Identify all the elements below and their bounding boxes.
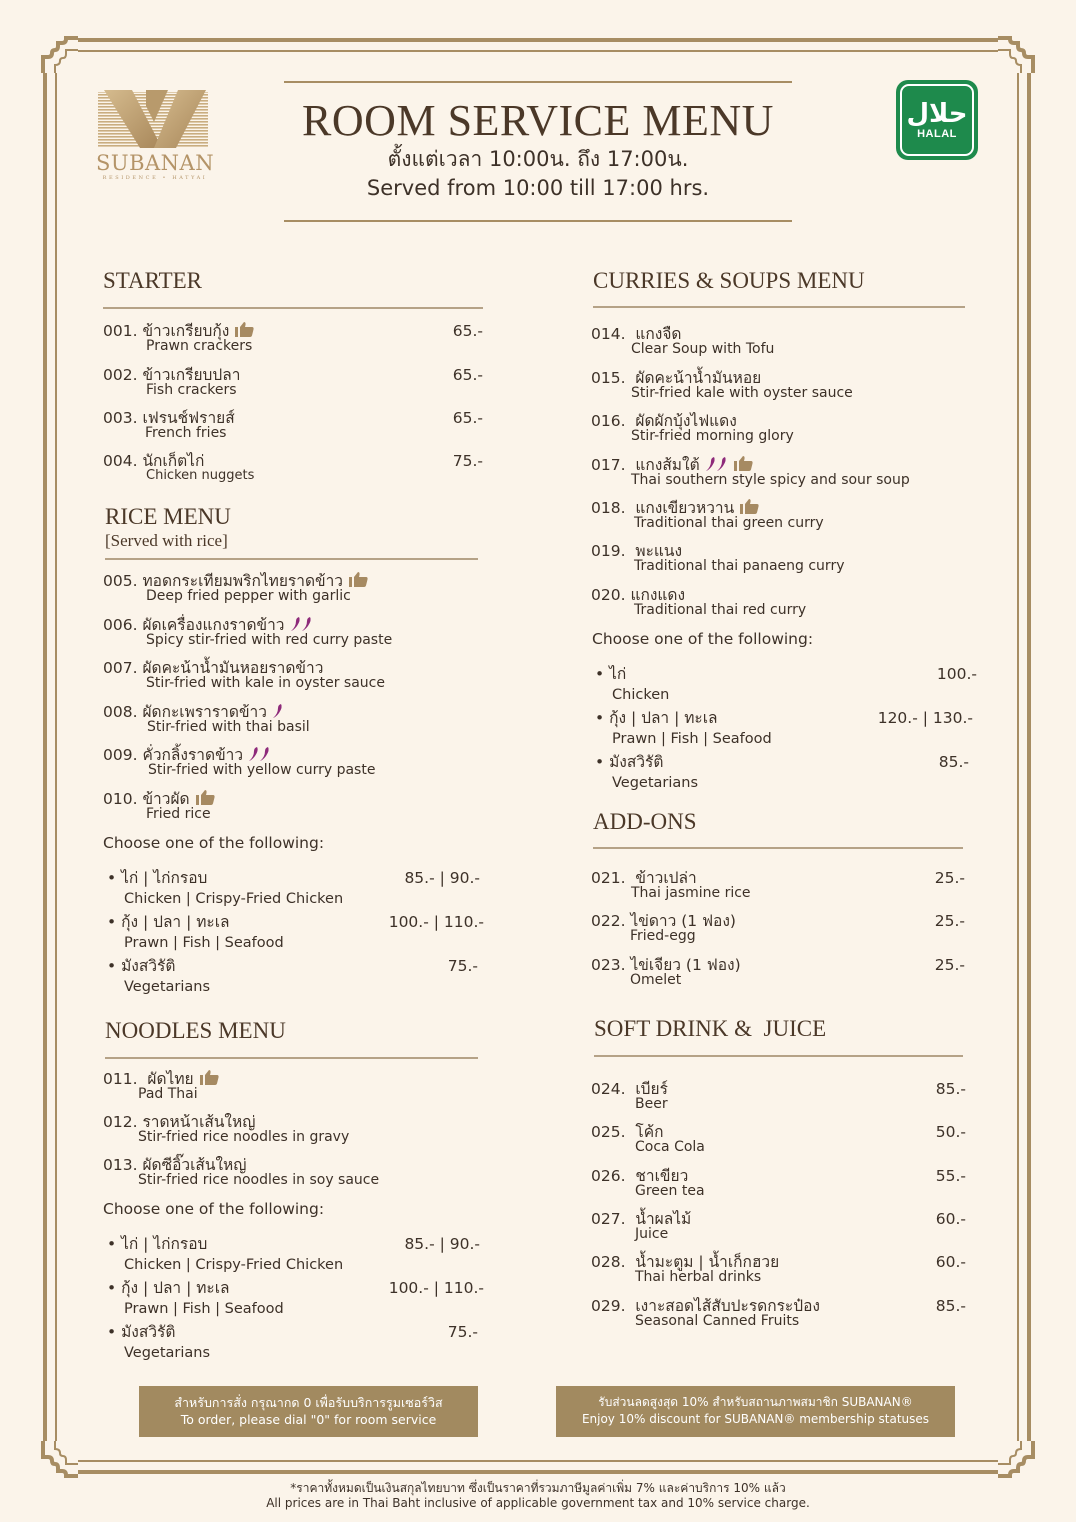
item-name-th: ไข่ดาว (1 ฟอง) <box>630 912 736 930</box>
item-name-th: ข้าวเปล่า <box>635 869 697 887</box>
noodles-options <box>103 1234 484 1364</box>
page-title: ROOM SERVICE MENU <box>302 96 774 145</box>
item-name-th: ข้าวผัด <box>142 790 190 808</box>
item-name-en: Coca Cola <box>635 1139 705 1155</box>
order-instructions-banner <box>139 1386 478 1437</box>
option-name-th: • กุ้ง | ปลา | ทะเล <box>595 709 718 727</box>
section-divider <box>105 1057 478 1059</box>
menu-item[interactable]: 005. ทอดกระเทียมพริกไทยราดข้าว Deep fried pepper with garlic <box>103 572 483 606</box>
section-add-ons <box>593 809 963 849</box>
section-starter <box>103 268 483 309</box>
option-price: 85.- | 90.- <box>404 1235 480 1253</box>
option-price: 120.- | 130.- <box>877 709 973 727</box>
option-name-th: • ไก่ | ไก่กรอบ <box>107 1235 208 1253</box>
item-name-en: Stir-fried with kale in oyster sauce <box>146 675 385 691</box>
item-price: 55.- <box>935 1167 966 1185</box>
logo-tagline: RESIDENCE • HATYAI <box>102 175 208 181</box>
menu-item[interactable]: 018. แกงเขียวหวาน Traditional thai green curry <box>591 499 824 531</box>
item-name-th: แกงเขียวหวาน <box>635 499 735 517</box>
item-price: 65.- <box>452 322 483 340</box>
protein-option[interactable] <box>103 868 484 912</box>
menu-item[interactable]: 021. ข้าวเปล่า Thai jasmine rice 25.- <box>591 869 965 901</box>
menu-item[interactable]: 027. น้ำผลไม้ Juice 60.- <box>591 1210 966 1242</box>
item-name-th: ผัดไทย <box>147 1070 194 1088</box>
item-price: 60.- <box>935 1210 966 1228</box>
choose-label: Choose one of the following: <box>103 1200 325 1218</box>
item-name-th: แกงจืด <box>635 325 682 343</box>
section-title: NOODLES MENU <box>105 1018 286 1043</box>
protein-option[interactable] <box>103 1278 484 1322</box>
section-divider <box>105 558 478 560</box>
item-name-th: ไข่เจียว (1 ฟอง) <box>630 956 741 974</box>
item-name-en: Omelet <box>630 972 682 988</box>
item-name-en: Clear Soup with Tofu <box>631 341 775 357</box>
section-title: RICE MENU <box>105 504 231 529</box>
option-name-en: Prawn | Fish | Seafood <box>124 935 284 951</box>
protein-option[interactable] <box>103 1322 484 1366</box>
item-name-th: น้ำผลไม้ <box>635 1210 692 1228</box>
menu-item[interactable]: 009. คั่วกลิ้งราดข้าว Stir-fried with yellow curry paste <box>103 746 376 778</box>
item-name-th: เงาะสอดไส้สับปะรดกระป๋อง <box>635 1297 820 1315</box>
option-name-en: Chicken | Crispy-Fried Chicken <box>124 891 344 907</box>
item-name-th: แกงแดง <box>630 586 686 604</box>
item-name-en: Stir-fried morning glory <box>631 428 794 444</box>
service-hours-th: ตั้งแต่เวลา 10:00น. ถึง 17:00น. <box>387 147 689 171</box>
section-subtitle: [Served with rice] <box>105 531 228 550</box>
menu-item[interactable]: 017. แกงส้มใต้ Thai southern style spicy and sour soup <box>591 456 910 488</box>
item-name-en: Thai jasmine rice <box>631 885 751 901</box>
menu-item[interactable]: 028. น้ำมะตูม | น้ำเก็กฮวย Thai herbal drinks 60.- <box>591 1253 966 1285</box>
item-name-en: Juice <box>635 1226 669 1242</box>
item-price: 65.- <box>452 409 483 427</box>
item-name-en: Thai southern style spicy and sour soup <box>631 472 910 488</box>
protein-option[interactable] <box>591 752 977 796</box>
service-hours-en: Served from 10:00 till 17:00 hrs. <box>366 176 710 200</box>
menu-item[interactable]: 006. ผัดเครื่องแกงราดข้าว Spicy stir-fried with red curry paste <box>103 616 393 648</box>
section-divider <box>593 306 965 308</box>
menu-item[interactable]: 013. ผัดซีอิ๊วเส้นใหญ่ Stir-fried rice noodles in soy sauce <box>103 1156 380 1188</box>
item-name-en: Fish crackers <box>146 382 237 398</box>
thumbs-up-icon <box>349 572 368 591</box>
item-name-th: ผัดเครื่องแกงราดข้าว <box>142 616 285 634</box>
menu-item[interactable]: 024. เบียร์ Beer 85.- <box>591 1080 966 1112</box>
menu-item[interactable]: 010. ข้าวผัด Fried rice <box>103 790 483 824</box>
option-name-th: • ไก่ | ไก่กรอบ <box>107 869 208 887</box>
discount-text-en: Enjoy 10% discount for SUBANAN® membership statuses <box>581 1412 930 1426</box>
frame-corner-ornament <box>38 1441 78 1481</box>
menu-item[interactable]: 011. ผัดไทย Pad Thai <box>103 1070 483 1104</box>
item-name-th: ผัดผักบุ้งไฟแดง <box>635 412 737 430</box>
option-name-en: Prawn | Fish | Seafood <box>124 1301 284 1317</box>
subanan-w-logo-icon <box>96 88 210 150</box>
item-price: 25.- <box>934 869 965 887</box>
option-name-th: • มังสวิรัติ <box>107 1323 176 1341</box>
menu-item[interactable]: 026. ชาเขียว Green tea 55.- <box>591 1167 966 1199</box>
item-name-th: ผัดซีอิ๊วเส้นใหญ่ <box>142 1156 247 1174</box>
item-price: 85.- <box>935 1297 966 1315</box>
option-name-en: Chicken <box>612 687 670 703</box>
halal-label: HALAL <box>917 128 957 140</box>
item-price: 25.- <box>934 956 965 974</box>
item-name-en: Deep fried pepper with garlic <box>146 588 351 604</box>
menu-item[interactable]: 007. ผัดคะน้าน้ำมันหอยราดข้าว Stir-fried with kale in oyster sauce <box>103 659 385 691</box>
item-name-en: Chicken nuggets <box>146 468 255 483</box>
option-name-en: Vegetarians <box>124 979 211 995</box>
option-price: 100.- <box>936 665 977 683</box>
item-name-en: Traditional thai panaeng curry <box>634 558 845 574</box>
item-name-th: แกงส้มใต้ <box>635 456 700 474</box>
option-name-en: Chicken | Crispy-Fried Chicken <box>124 1257 344 1273</box>
option-price: 85.- | 90.- <box>404 869 480 887</box>
item-name-th: ชาเขียว <box>635 1167 689 1185</box>
menu-item[interactable]: 019. พะแนง Traditional thai panaeng curry <box>591 542 845 574</box>
item-name-en: Traditional thai green curry <box>634 515 824 531</box>
item-name-en: Stir-fried with thai basil <box>147 719 310 735</box>
item-name-th: พะแนง <box>635 542 683 560</box>
section-divider <box>103 307 483 309</box>
item-name-en: Fried rice <box>146 806 211 822</box>
discount-text-th: รับส่วนลดสูงสุด 10% สำหรับสถานภาพสมาชิก SUBANAN® <box>598 1395 913 1409</box>
price-disclaimer <box>0 1481 1076 1511</box>
addons-list <box>591 869 965 999</box>
item-name-th: คั่วกลิ้งราดข้าว <box>142 746 244 764</box>
choose-label: Choose one of the following: <box>103 834 325 852</box>
protein-option[interactable] <box>103 956 484 1000</box>
item-name-en: Pad Thai <box>138 1086 198 1102</box>
section-divider <box>594 1055 963 1057</box>
option-price: 100.- | 110.- <box>388 913 484 931</box>
halal-arabic-text: حلال <box>906 99 968 129</box>
title-block <box>284 81 792 222</box>
menu-item[interactable]: 003. เฟรนช์ฟรายส์ French fries 65.- <box>103 409 483 441</box>
section-noodles <box>105 1018 478 1059</box>
option-name-th: • กุ้ง | ปลา | ทะเล <box>107 1279 230 1297</box>
frame-corner-ornament <box>38 33 78 73</box>
item-name-en: Stir-fried rice noodles in soy sauce <box>138 1172 380 1188</box>
item-name-th: เฟรนช์ฟรายส์ <box>142 409 235 427</box>
section-title: CURRIES & SOUPS MENU <box>593 268 865 293</box>
menu-item[interactable]: 001. ข้าวเกรียบกุ้ง Prawn crackers 65.- <box>103 322 483 354</box>
item-name-en: French fries <box>145 425 227 441</box>
item-name-th: ผัดกะเพราราดข้าว <box>142 703 267 721</box>
item-name-th: น้ำมะตูม | น้ำเก็กฮวย <box>635 1253 780 1271</box>
option-price: 100.- | 110.- <box>388 1279 484 1297</box>
option-name-en: Prawn | Fish | Seafood <box>612 731 772 747</box>
item-price: 85.- <box>935 1080 966 1098</box>
item-name-en: Stir-fried kale with oyster sauce <box>631 385 853 401</box>
item-price: 50.- <box>935 1123 966 1141</box>
protein-option[interactable] <box>103 1234 484 1278</box>
menu-item[interactable]: 022. ไข่ดาว (1 ฟอง) Fried-egg 25.- <box>591 912 965 944</box>
item-price: 25.- <box>934 912 965 930</box>
item-name-en: Stir-fried rice noodles in gravy <box>138 1129 350 1145</box>
item-name-en: Fried-egg <box>630 928 696 944</box>
option-name-th: • กุ้ง | ปลา | ทะเล <box>107 913 230 931</box>
item-name-th: ผัดคะน้าน้ำมันหอยราดข้าว <box>142 659 324 677</box>
logo-name: SUBANAN <box>96 151 215 175</box>
option-name-en: Vegetarians <box>612 775 699 791</box>
item-name-en: Seasonal Canned Fruits <box>635 1313 800 1329</box>
option-price: 75.- <box>447 957 478 975</box>
menu-item[interactable]: 008. ผัดกะเพราราดข้าว Stir-fried with thai basil <box>103 703 310 735</box>
noodles-list <box>103 1070 483 1200</box>
choose-label: Choose one of the following: <box>592 630 814 648</box>
section-divider <box>593 847 963 849</box>
subanan-logo <box>96 88 214 181</box>
menu-item[interactable]: 014. แกงจืด Clear Soup with Tofu <box>591 325 775 357</box>
protein-option[interactable] <box>103 912 484 956</box>
item-price: 75.- <box>452 452 483 470</box>
item-name-th: ผัดคะน้าน้ำมันหอย <box>635 369 762 387</box>
rice-options <box>103 868 484 998</box>
item-name-en: Traditional thai red curry <box>634 602 807 618</box>
section-soft-drinks-juice <box>594 1016 963 1057</box>
item-name-th: ข้าวเกรียบกุ้ง <box>142 322 230 340</box>
menu-item[interactable]: 029. เงาะสอดไส้สับปะรดกระป๋อง Seasonal Canned Fruits 85.- <box>591 1297 966 1329</box>
menu-item[interactable]: 002. ข้าวเกรียบปลา Fish crackers 65.- <box>103 366 483 398</box>
option-price: 85.- <box>938 753 969 771</box>
curries-options <box>591 664 977 794</box>
order-instructions-th: สำหรับการสั่ง กรุณากด 0 เพื่อรับบริการรูมเซอร์วิส <box>174 1395 443 1410</box>
item-name-en: Spicy stir-fried with red curry paste <box>146 632 393 648</box>
menu-item[interactable]: 004. นักเก็ตไก่ Chicken nuggets 75.- <box>103 452 483 483</box>
protein-option[interactable] <box>591 708 977 752</box>
item-price: 60.- <box>935 1253 966 1271</box>
menu-item[interactable]: 025. โค้ก Coca Cola 50.- <box>591 1123 966 1155</box>
section-title: ADD-ONS <box>593 809 697 834</box>
section-rice <box>105 504 478 560</box>
disclaimer-th: *ราคาทั้งหมดเป็นเงินสกุลไทยบาท ซึ่งเป็นราคาที่รวมภาษีมูลค่าเพิ่ม 7% และค่าบริการ 10% แล้ว <box>290 1481 786 1495</box>
halal-badge <box>896 80 978 160</box>
section-title: STARTER <box>103 268 203 293</box>
frame-corner-ornament <box>998 33 1038 73</box>
item-price: 65.- <box>452 366 483 384</box>
menu-item[interactable]: 016. ผัดผักบุ้งไฟแดง Stir-fried morning glory <box>591 412 794 444</box>
rice-list <box>103 572 483 832</box>
membership-discount-banner <box>556 1386 955 1437</box>
option-price: 75.- <box>447 1323 478 1341</box>
item-name-th: นักเก็ตไก่ <box>142 452 205 470</box>
item-name-th: ทอดกระเทียมพริกไทยราดข้าว <box>142 572 344 590</box>
option-name-en: Vegetarians <box>124 1345 211 1361</box>
curries-list <box>591 325 977 625</box>
starter-list <box>103 322 483 502</box>
item-name-th: ราดหน้าเส้นใหญ่ <box>142 1113 256 1131</box>
option-name-th: • มังสวิรัติ <box>107 957 176 975</box>
drinks-list <box>591 1080 966 1340</box>
frame-corner-ornament <box>998 1441 1038 1481</box>
menu-item[interactable]: 012. ราดหน้าเส้นใหญ่ Stir-fried rice noodles in gravy <box>103 1113 350 1145</box>
item-name-th: เบียร์ <box>635 1080 668 1098</box>
order-instructions-en: To order, please dial "0" for room service <box>180 1412 437 1427</box>
section-curries-soups <box>593 268 965 308</box>
item-name-en: Prawn crackers <box>146 338 253 354</box>
item-name-th: โค้ก <box>635 1123 664 1141</box>
option-name-th: • ไก่ <box>595 665 627 683</box>
item-name-en: Beer <box>635 1096 668 1112</box>
menu-item[interactable]: 015. ผัดคะน้าน้ำมันหอย Stir-fried kale with oyster sauce <box>591 369 853 401</box>
thumbs-up-icon <box>200 1070 219 1089</box>
menu-item[interactable]: 023. ไข่เจียว (1 ฟอง) Omelet 25.- <box>591 956 965 988</box>
option-name-th: • มังสวิรัติ <box>595 753 664 771</box>
item-name-th: ข้าวเกรียบปลา <box>142 366 241 384</box>
item-name-en: Thai herbal drinks <box>635 1269 762 1285</box>
item-name-en: Green tea <box>635 1183 705 1199</box>
menu-item[interactable]: 020. แกงแดง Traditional thai red curry <box>591 586 807 618</box>
section-title: SOFT DRINK & JUICE <box>594 1016 827 1041</box>
item-name-en: Stir-fried with yellow curry paste <box>148 762 376 778</box>
disclaimer-en: All prices are in Thai Baht inclusive of applicable government tax and 10% service charge. <box>266 1496 810 1510</box>
protein-option[interactable] <box>591 664 977 708</box>
